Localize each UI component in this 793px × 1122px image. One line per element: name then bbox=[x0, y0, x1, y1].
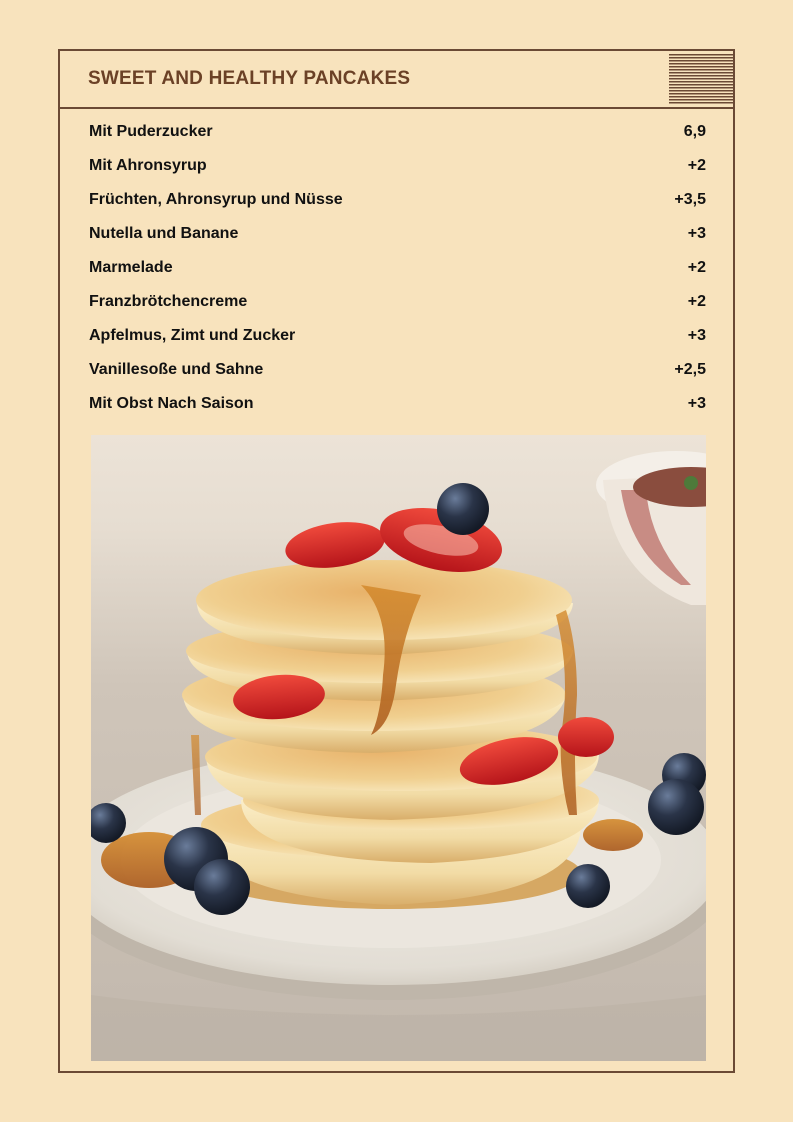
menu-item-price: +2,5 bbox=[674, 361, 706, 378]
menu-item-price: +2 bbox=[687, 293, 706, 310]
menu-header bbox=[60, 51, 733, 109]
menu-title: SWEET AND HEALTHY PANCAKES bbox=[88, 68, 411, 89]
menu-item-price: +2 bbox=[687, 259, 706, 276]
menu-item-name: Früchten, Ahronsyrup und Nüsse bbox=[89, 191, 343, 208]
menu-item bbox=[89, 259, 706, 293]
menu-item-name: Vanillesoße und Sahne bbox=[89, 361, 264, 378]
menu-item-name: Marmelade bbox=[89, 259, 173, 276]
menu-item-name: Mit Obst Nach Saison bbox=[89, 395, 254, 412]
pancake-photo bbox=[91, 435, 706, 1061]
menu-list bbox=[89, 123, 706, 429]
menu-item bbox=[89, 225, 706, 259]
pancake-illustration bbox=[91, 435, 706, 1061]
menu-item-price: +3,5 bbox=[674, 191, 706, 208]
menu-item-price: +2 bbox=[687, 157, 706, 174]
menu-item-name: Apfelmus, Zimt und Zucker bbox=[89, 327, 296, 344]
menu-item-price: +3 bbox=[687, 327, 706, 344]
menu-item-price: +3 bbox=[687, 225, 706, 242]
menu-item-price: +3 bbox=[687, 395, 706, 412]
menu-item bbox=[89, 395, 706, 429]
menu-item bbox=[89, 293, 706, 327]
menu-item bbox=[89, 123, 706, 157]
menu-item bbox=[89, 327, 706, 361]
menu-card bbox=[58, 49, 735, 1073]
menu-item-name: Franzbrötchencreme bbox=[89, 293, 248, 310]
menu-item-name: Nutella und Banane bbox=[89, 225, 239, 242]
menu-item bbox=[89, 191, 706, 225]
menu-item bbox=[89, 157, 706, 191]
menu-item-name: Mit Ahronsyrup bbox=[89, 157, 207, 174]
menu-item-name: Mit Puderzucker bbox=[89, 123, 213, 140]
striped-lines-icon bbox=[669, 54, 733, 105]
menu-item bbox=[89, 361, 706, 395]
menu-item-price: 6,9 bbox=[683, 123, 706, 140]
